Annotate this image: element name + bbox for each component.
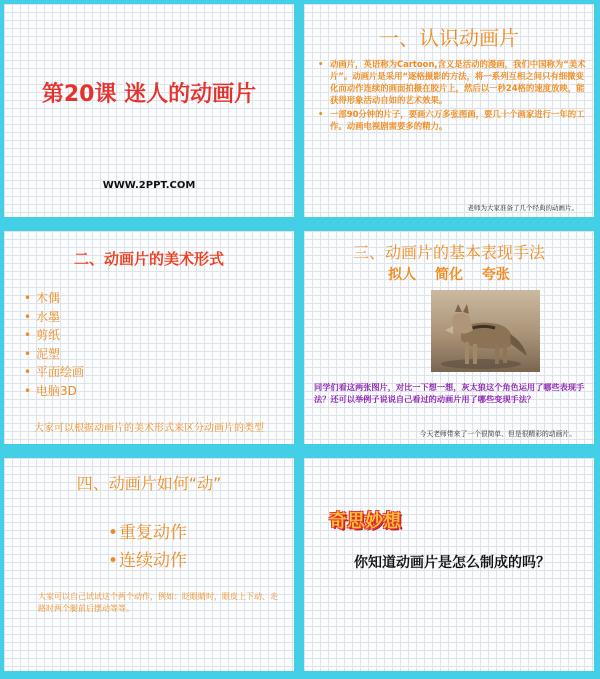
slide-heading: 三、动画片的基本表现手法 xyxy=(352,243,545,262)
website-label: WWW.2PPT.COM xyxy=(102,180,196,191)
slide-footer: 大家可以自己试试这个两个动作，例如：眨眼睛时，眼皮上下动、走路时两个腿前后摆动等等。 xyxy=(38,592,278,613)
list-item xyxy=(108,547,187,575)
list-item: • 木偶 xyxy=(24,289,84,308)
list-item-label: 连续动作 xyxy=(119,551,188,571)
slide-4-techniques[interactable] xyxy=(304,231,594,444)
wolf-photo xyxy=(431,290,540,372)
bullet-dot: • xyxy=(108,523,119,543)
slide-footer: 大家可以根据动画片的美术形式来区分动画片的类型 xyxy=(34,423,264,434)
list-item xyxy=(108,519,187,547)
slide-6-thinking[interactable] xyxy=(304,458,594,671)
bullet-dot: • xyxy=(108,551,119,571)
art-form-list xyxy=(24,289,84,400)
list-item: • 平面绘画 xyxy=(24,363,84,382)
motion-list xyxy=(108,519,187,575)
slide-1-title[interactable] xyxy=(4,4,294,217)
slide-heading: 四、动画片如何“动” xyxy=(76,474,222,493)
slide-note: 老师为大家准备了几个经典的动画片。 xyxy=(467,204,578,212)
slide-5-motion[interactable] xyxy=(4,458,294,671)
bullet-item: • 动画片，英语称为Cartoon,含义是活动的漫画，我们中国称为“美术片”。动画片是采用“逐格摄影的方法，将一系列互相之间只有细微变化而动作连续的画面拍摄在胶片上，然后以一秒24格的速度放映，能获得形象活动自如的艺术效果。 xyxy=(318,58,588,106)
list-item: • 水墨 xyxy=(24,308,84,327)
badge-label: 奇思妙想 xyxy=(329,511,401,532)
bullet-list xyxy=(318,58,588,134)
list-item-label: 重复动作 xyxy=(119,523,188,543)
slide-3-art-forms[interactable] xyxy=(4,231,294,444)
discussion-question: 同学们看这两张图片，对比一下想一想，灰太狼这个角色运用了哪些表现手法？还可以举例子说说自己看过的动画片用了哪些变现手法？ xyxy=(314,382,585,404)
slide-heading: 一、认识动画片 xyxy=(379,26,519,50)
technique-keywords: 拟人 简化 夸张 xyxy=(388,267,510,283)
slide-caption: 今天老师带来了一个很简单、但是很精彩的动画片。 xyxy=(419,430,576,438)
slide-heading: 二、动画片的美术形式 xyxy=(73,250,224,268)
closing-question: 你知道动画片是怎么制成的吗？ xyxy=(354,555,550,571)
lesson-title: 第20课 迷人的动画片 xyxy=(41,82,257,107)
list-item: • 电脑3D xyxy=(24,382,84,401)
bullet-item: • 一部90分钟的片子，要画六万多张图画，要几十个画家进行一年的工作。动画电视剧需要多的精力。 xyxy=(318,108,588,132)
list-item: • 剪纸 xyxy=(24,326,84,345)
slide-2-intro[interactable] xyxy=(304,4,594,217)
list-item: • 泥塑 xyxy=(24,345,84,364)
